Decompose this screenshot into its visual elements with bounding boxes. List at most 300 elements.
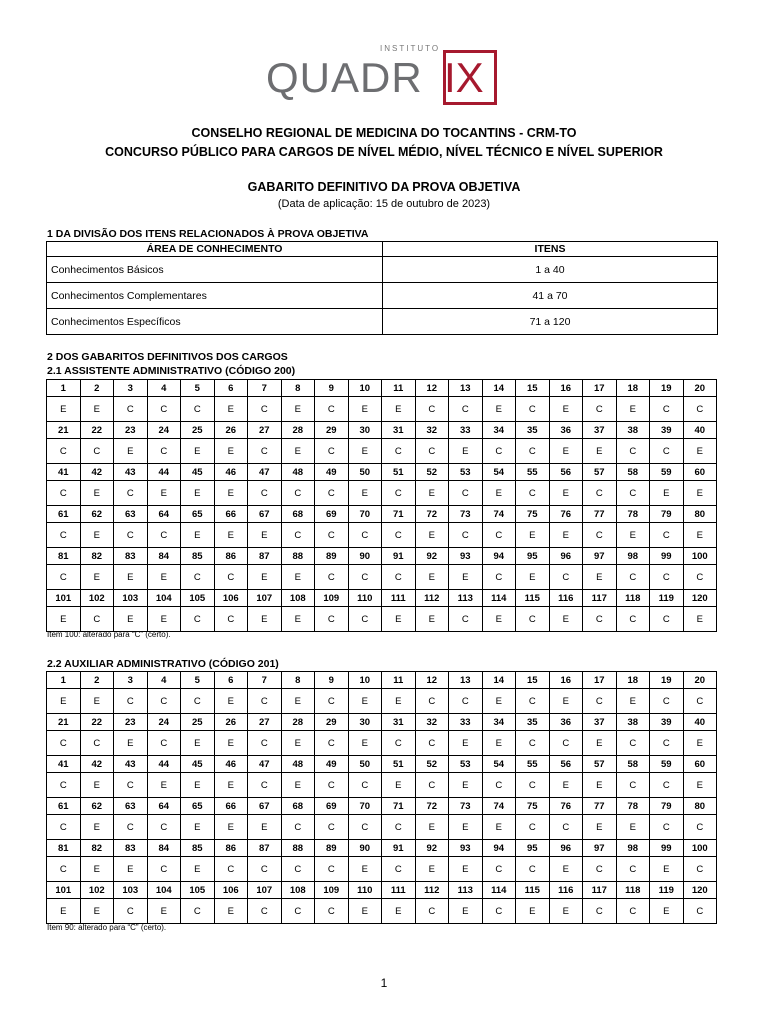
item-number: 58 — [616, 464, 650, 481]
answer-cell: E — [114, 731, 148, 756]
quadrix-logo — [266, 44, 502, 108]
answer-cell: C — [47, 815, 81, 840]
answer-cell: E — [482, 481, 516, 506]
item-number: 43 — [114, 464, 148, 481]
answer-cell: E — [114, 607, 148, 632]
area-itens: 71 a 120 — [383, 309, 718, 335]
logo-box-text: IX — [444, 54, 484, 101]
answer-cell: E — [147, 899, 181, 924]
item-number: 44 — [147, 464, 181, 481]
answer-cell: E — [616, 397, 650, 422]
answer-row — [47, 815, 717, 840]
grid-note-201: Item 90: alterado para “C” (certo). — [47, 923, 167, 932]
item-number: 69 — [315, 506, 349, 523]
item-number: 76 — [549, 798, 583, 815]
answer-cell: E — [214, 439, 248, 464]
answer-cell: E — [181, 439, 215, 464]
document-title: GABARITO DEFINITIVO DA PROVA OBJETIVA — [247, 180, 521, 194]
item-number: 52 — [415, 756, 449, 773]
answer-cell: C — [616, 481, 650, 506]
answer-cell: C — [248, 899, 282, 924]
item-number: 55 — [516, 756, 550, 773]
answer-cell: E — [348, 439, 382, 464]
answer-cell: E — [214, 481, 248, 506]
answer-cell: C — [382, 565, 416, 590]
answer-cell: E — [214, 397, 248, 422]
answer-cell: C — [583, 689, 617, 714]
item-number: 25 — [181, 422, 215, 439]
answer-cell: E — [683, 773, 717, 798]
answer-cell: E — [650, 857, 684, 882]
item-number: 39 — [650, 714, 684, 731]
answer-cell: E — [80, 397, 114, 422]
item-number: 34 — [482, 714, 516, 731]
item-number: 72 — [415, 798, 449, 815]
gabarito-title-201: 2.2 AUXILIAR ADMINISTRATIVO (CÓDIGO 201) — [47, 658, 279, 670]
answer-cell: E — [382, 689, 416, 714]
answer-cell: E — [616, 815, 650, 840]
section2-heading: 2 DOS GABARITOS DEFINITIVOS DOS CARGOS — [47, 351, 288, 363]
answer-cell: E — [549, 773, 583, 798]
item-number: 7 — [248, 672, 282, 689]
item-number: 93 — [449, 548, 483, 565]
answer-cell: E — [181, 773, 215, 798]
item-number-row — [47, 714, 717, 731]
answer-cell: C — [683, 397, 717, 422]
answer-cell: E — [449, 731, 483, 756]
answer-cell: C — [516, 439, 550, 464]
answer-cell: E — [382, 899, 416, 924]
answer-cell: E — [415, 857, 449, 882]
answer-cell: C — [348, 815, 382, 840]
item-number: 44 — [147, 756, 181, 773]
item-number: 23 — [114, 422, 148, 439]
item-number: 46 — [214, 756, 248, 773]
item-number: 112 — [415, 590, 449, 607]
item-number: 3 — [114, 380, 148, 397]
item-number: 37 — [583, 422, 617, 439]
answer-cell: C — [47, 773, 81, 798]
answer-cell: E — [214, 731, 248, 756]
item-number: 1 — [47, 672, 81, 689]
item-number-row — [47, 548, 717, 565]
answer-cell: C — [248, 857, 282, 882]
answer-cell: C — [248, 439, 282, 464]
answer-cell: E — [583, 439, 617, 464]
answer-cell: E — [549, 607, 583, 632]
item-number: 95 — [516, 840, 550, 857]
item-number: 7 — [248, 380, 282, 397]
item-number-row — [47, 672, 717, 689]
item-number: 41 — [47, 756, 81, 773]
answer-cell: E — [114, 857, 148, 882]
answer-cell: E — [80, 689, 114, 714]
item-number: 107 — [248, 882, 282, 899]
item-number: 79 — [650, 506, 684, 523]
answer-cell: E — [549, 397, 583, 422]
item-number: 109 — [315, 590, 349, 607]
answer-cell: E — [449, 815, 483, 840]
item-number: 46 — [214, 464, 248, 481]
answer-cell: E — [147, 565, 181, 590]
answer-cell: E — [214, 689, 248, 714]
item-number: 25 — [181, 714, 215, 731]
answer-cell: C — [315, 523, 349, 548]
item-number-row — [47, 506, 717, 523]
answer-cell: E — [248, 607, 282, 632]
item-number: 26 — [214, 422, 248, 439]
answer-cell: C — [114, 481, 148, 506]
answer-cell: E — [516, 565, 550, 590]
item-number: 1 — [47, 380, 81, 397]
item-number: 89 — [315, 840, 349, 857]
answer-row — [47, 565, 717, 590]
answer-cell: E — [449, 857, 483, 882]
answer-cell: C — [583, 899, 617, 924]
item-number: 78 — [616, 506, 650, 523]
area-row — [47, 257, 718, 283]
answer-cell: C — [382, 523, 416, 548]
answer-cell: C — [248, 397, 282, 422]
answer-cell: E — [214, 773, 248, 798]
answer-cell: C — [315, 815, 349, 840]
answer-cell: E — [281, 439, 315, 464]
item-number: 115 — [516, 590, 550, 607]
item-number: 18 — [616, 672, 650, 689]
answer-cell: E — [348, 397, 382, 422]
item-number: 8 — [281, 380, 315, 397]
answer-cell: C — [47, 481, 81, 506]
item-number: 63 — [114, 798, 148, 815]
item-number: 11 — [382, 380, 416, 397]
area-row — [47, 283, 718, 309]
area-name: Conhecimentos Complementares — [47, 283, 383, 309]
answer-cell: E — [281, 565, 315, 590]
item-number: 35 — [516, 714, 550, 731]
answer-cell: C — [382, 481, 416, 506]
answer-cell: E — [549, 689, 583, 714]
answer-cell: C — [281, 481, 315, 506]
answer-cell: C — [147, 523, 181, 548]
item-number: 99 — [650, 548, 684, 565]
answer-cell: E — [683, 481, 717, 506]
item-number: 77 — [583, 798, 617, 815]
area-itens: 41 a 70 — [383, 283, 718, 309]
item-number: 45 — [181, 756, 215, 773]
item-number: 110 — [348, 882, 382, 899]
item-number: 60 — [683, 464, 717, 481]
answer-cell: E — [549, 857, 583, 882]
answer-row — [47, 773, 717, 798]
application-date: (Data de aplicação: 15 de outubro de 2023) — [277, 198, 491, 210]
answer-cell: E — [516, 523, 550, 548]
item-number: 114 — [482, 882, 516, 899]
answer-cell: C — [415, 397, 449, 422]
answer-cell: C — [382, 857, 416, 882]
item-number: 48 — [281, 756, 315, 773]
item-number: 80 — [683, 506, 717, 523]
item-number: 3 — [114, 672, 148, 689]
answer-cell: C — [281, 815, 315, 840]
item-number: 10 — [348, 380, 382, 397]
answer-cell: C — [549, 565, 583, 590]
item-number: 113 — [449, 882, 483, 899]
answer-cell: C — [683, 815, 717, 840]
answer-grid-200 — [46, 379, 717, 632]
answer-cell: C — [415, 773, 449, 798]
header-line2: CONCURSO PÚBLICO PARA CARGOS DE NÍVEL MÉDIO, NÍVEL TÉCNICO E NÍVEL SUPERIOR — [105, 145, 663, 159]
answer-row — [47, 689, 717, 714]
item-number: 6 — [214, 380, 248, 397]
item-number: 72 — [415, 506, 449, 523]
answer-cell: E — [583, 565, 617, 590]
item-number: 15 — [516, 380, 550, 397]
answer-cell: E — [549, 523, 583, 548]
answer-cell: C — [47, 565, 81, 590]
item-number: 55 — [516, 464, 550, 481]
item-number: 107 — [248, 590, 282, 607]
answer-cell: E — [415, 481, 449, 506]
answer-cell: E — [382, 773, 416, 798]
item-number: 38 — [616, 422, 650, 439]
answer-cell: E — [616, 689, 650, 714]
item-number: 57 — [583, 464, 617, 481]
item-number: 86 — [214, 840, 248, 857]
item-number: 118 — [616, 882, 650, 899]
item-number: 103 — [114, 590, 148, 607]
item-number: 18 — [616, 380, 650, 397]
answer-cell: C — [248, 773, 282, 798]
item-number: 65 — [181, 506, 215, 523]
answer-cell: E — [80, 815, 114, 840]
item-number: 89 — [315, 548, 349, 565]
answer-cell: C — [482, 523, 516, 548]
answer-cell: C — [214, 857, 248, 882]
item-number: 36 — [549, 714, 583, 731]
answer-cell: C — [449, 523, 483, 548]
item-number: 100 — [683, 840, 717, 857]
answer-cell: C — [683, 689, 717, 714]
answer-cell: E — [616, 523, 650, 548]
answer-cell: C — [147, 397, 181, 422]
answer-cell: C — [616, 773, 650, 798]
answer-cell: C — [683, 899, 717, 924]
item-number: 111 — [382, 882, 416, 899]
answer-cell: E — [47, 397, 81, 422]
answer-cell: C — [650, 731, 684, 756]
area-table-header — [47, 242, 718, 257]
answer-cell: C — [181, 565, 215, 590]
item-number: 93 — [449, 840, 483, 857]
section1-heading: 1 DA DIVISÃO DOS ITENS RELACIONADOS À PROVA OBJETIVA — [47, 228, 369, 240]
answer-row — [47, 857, 717, 882]
answer-cell: C — [683, 565, 717, 590]
logo-word: QUADR — [266, 54, 423, 101]
item-number: 97 — [583, 840, 617, 857]
item-number: 60 — [683, 756, 717, 773]
item-number: 51 — [382, 756, 416, 773]
item-number: 21 — [47, 422, 81, 439]
answer-cell: C — [181, 899, 215, 924]
answer-row — [47, 481, 717, 506]
item-number: 37 — [583, 714, 617, 731]
answer-cell: C — [214, 607, 248, 632]
answer-cell: E — [449, 773, 483, 798]
answer-cell: E — [214, 523, 248, 548]
item-number: 81 — [47, 840, 81, 857]
item-number: 63 — [114, 506, 148, 523]
item-number: 91 — [382, 548, 416, 565]
item-number: 94 — [482, 840, 516, 857]
item-number: 5 — [181, 380, 215, 397]
answer-cell: C — [315, 439, 349, 464]
item-number: 40 — [683, 422, 717, 439]
answer-cell: E — [449, 439, 483, 464]
answer-cell: E — [549, 439, 583, 464]
answer-cell: E — [348, 899, 382, 924]
answer-cell: E — [147, 607, 181, 632]
answer-cell: C — [516, 731, 550, 756]
item-number: 22 — [80, 422, 114, 439]
item-number: 111 — [382, 590, 416, 607]
item-number: 50 — [348, 464, 382, 481]
item-number: 34 — [482, 422, 516, 439]
item-number: 102 — [80, 882, 114, 899]
item-number: 117 — [583, 882, 617, 899]
item-number: 97 — [583, 548, 617, 565]
answer-cell: C — [147, 439, 181, 464]
item-number: 54 — [482, 756, 516, 773]
answer-cell: C — [214, 565, 248, 590]
item-number: 75 — [516, 506, 550, 523]
item-number: 98 — [616, 840, 650, 857]
header-line1: CONSELHO REGIONAL DE MEDICINA DO TOCANTINS - CRM-TO — [191, 126, 577, 140]
item-number: 94 — [482, 548, 516, 565]
item-number: 20 — [683, 672, 717, 689]
item-number: 56 — [549, 756, 583, 773]
answer-cell: E — [248, 565, 282, 590]
item-number: 80 — [683, 798, 717, 815]
answer-cell: E — [348, 689, 382, 714]
answer-cell: C — [650, 689, 684, 714]
answer-cell: C — [650, 523, 684, 548]
answer-cell: E — [147, 481, 181, 506]
item-number: 67 — [248, 798, 282, 815]
answer-cell: C — [348, 773, 382, 798]
item-number: 73 — [449, 506, 483, 523]
answer-cell: E — [650, 899, 684, 924]
answer-cell: E — [415, 523, 449, 548]
item-number: 73 — [449, 798, 483, 815]
answer-cell: C — [583, 397, 617, 422]
item-number: 99 — [650, 840, 684, 857]
answer-cell: C — [47, 857, 81, 882]
answer-cell: C — [315, 607, 349, 632]
answer-cell: E — [147, 773, 181, 798]
item-number-row — [47, 798, 717, 815]
item-number: 120 — [683, 882, 717, 899]
item-number: 22 — [80, 714, 114, 731]
answer-cell: C — [583, 481, 617, 506]
item-number: 83 — [114, 548, 148, 565]
answer-cell: E — [80, 565, 114, 590]
answer-cell: C — [650, 565, 684, 590]
item-number: 10 — [348, 672, 382, 689]
item-number-row — [47, 840, 717, 857]
logo-small-text: INSTITUTO — [380, 44, 441, 53]
item-number: 32 — [415, 714, 449, 731]
answer-cell: C — [315, 397, 349, 422]
item-number: 117 — [583, 590, 617, 607]
answer-cell: C — [147, 689, 181, 714]
answer-row — [47, 731, 717, 756]
answer-cell: C — [315, 565, 349, 590]
item-number: 2 — [80, 672, 114, 689]
item-number: 29 — [315, 422, 349, 439]
answer-cell: C — [382, 815, 416, 840]
item-number: 104 — [147, 882, 181, 899]
gabarito-title-200: 2.1 ASSISTENTE ADMINISTRATIVO (CÓDIGO 200) — [47, 365, 296, 377]
item-number: 86 — [214, 548, 248, 565]
answer-cell: E — [683, 731, 717, 756]
answer-cell: C — [348, 565, 382, 590]
answer-cell: C — [616, 731, 650, 756]
item-number-row — [47, 882, 717, 899]
answer-cell: E — [181, 523, 215, 548]
answer-cell: C — [549, 731, 583, 756]
answer-cell: C — [315, 857, 349, 882]
answer-cell: C — [449, 481, 483, 506]
answer-cell: C — [348, 607, 382, 632]
item-number: 61 — [47, 798, 81, 815]
answer-cell: C — [382, 439, 416, 464]
item-number: 30 — [348, 422, 382, 439]
item-number: 70 — [348, 798, 382, 815]
item-number: 88 — [281, 840, 315, 857]
answer-cell: C — [181, 397, 215, 422]
item-number: 118 — [616, 590, 650, 607]
item-number: 114 — [482, 590, 516, 607]
answer-cell: E — [47, 899, 81, 924]
item-number: 95 — [516, 548, 550, 565]
answer-cell: C — [516, 689, 550, 714]
answer-cell: C — [114, 815, 148, 840]
answer-cell: C — [516, 815, 550, 840]
area-itens: 1 a 40 — [383, 257, 718, 283]
answer-cell: C — [415, 731, 449, 756]
item-number: 50 — [348, 756, 382, 773]
answer-cell: C — [516, 773, 550, 798]
item-number: 35 — [516, 422, 550, 439]
item-number-row — [47, 464, 717, 481]
answer-cell: C — [315, 899, 349, 924]
answer-cell: C — [315, 481, 349, 506]
answer-row — [47, 523, 717, 548]
answer-cell: E — [449, 899, 483, 924]
answer-cell: C — [482, 773, 516, 798]
answer-cell: C — [80, 731, 114, 756]
item-number: 112 — [415, 882, 449, 899]
item-number: 85 — [181, 840, 215, 857]
answer-cell: E — [181, 731, 215, 756]
item-number: 88 — [281, 548, 315, 565]
item-number: 14 — [482, 672, 516, 689]
item-number: 74 — [482, 798, 516, 815]
answer-cell: C — [114, 523, 148, 548]
answer-cell: E — [181, 815, 215, 840]
item-number: 108 — [281, 590, 315, 607]
item-number: 27 — [248, 714, 282, 731]
